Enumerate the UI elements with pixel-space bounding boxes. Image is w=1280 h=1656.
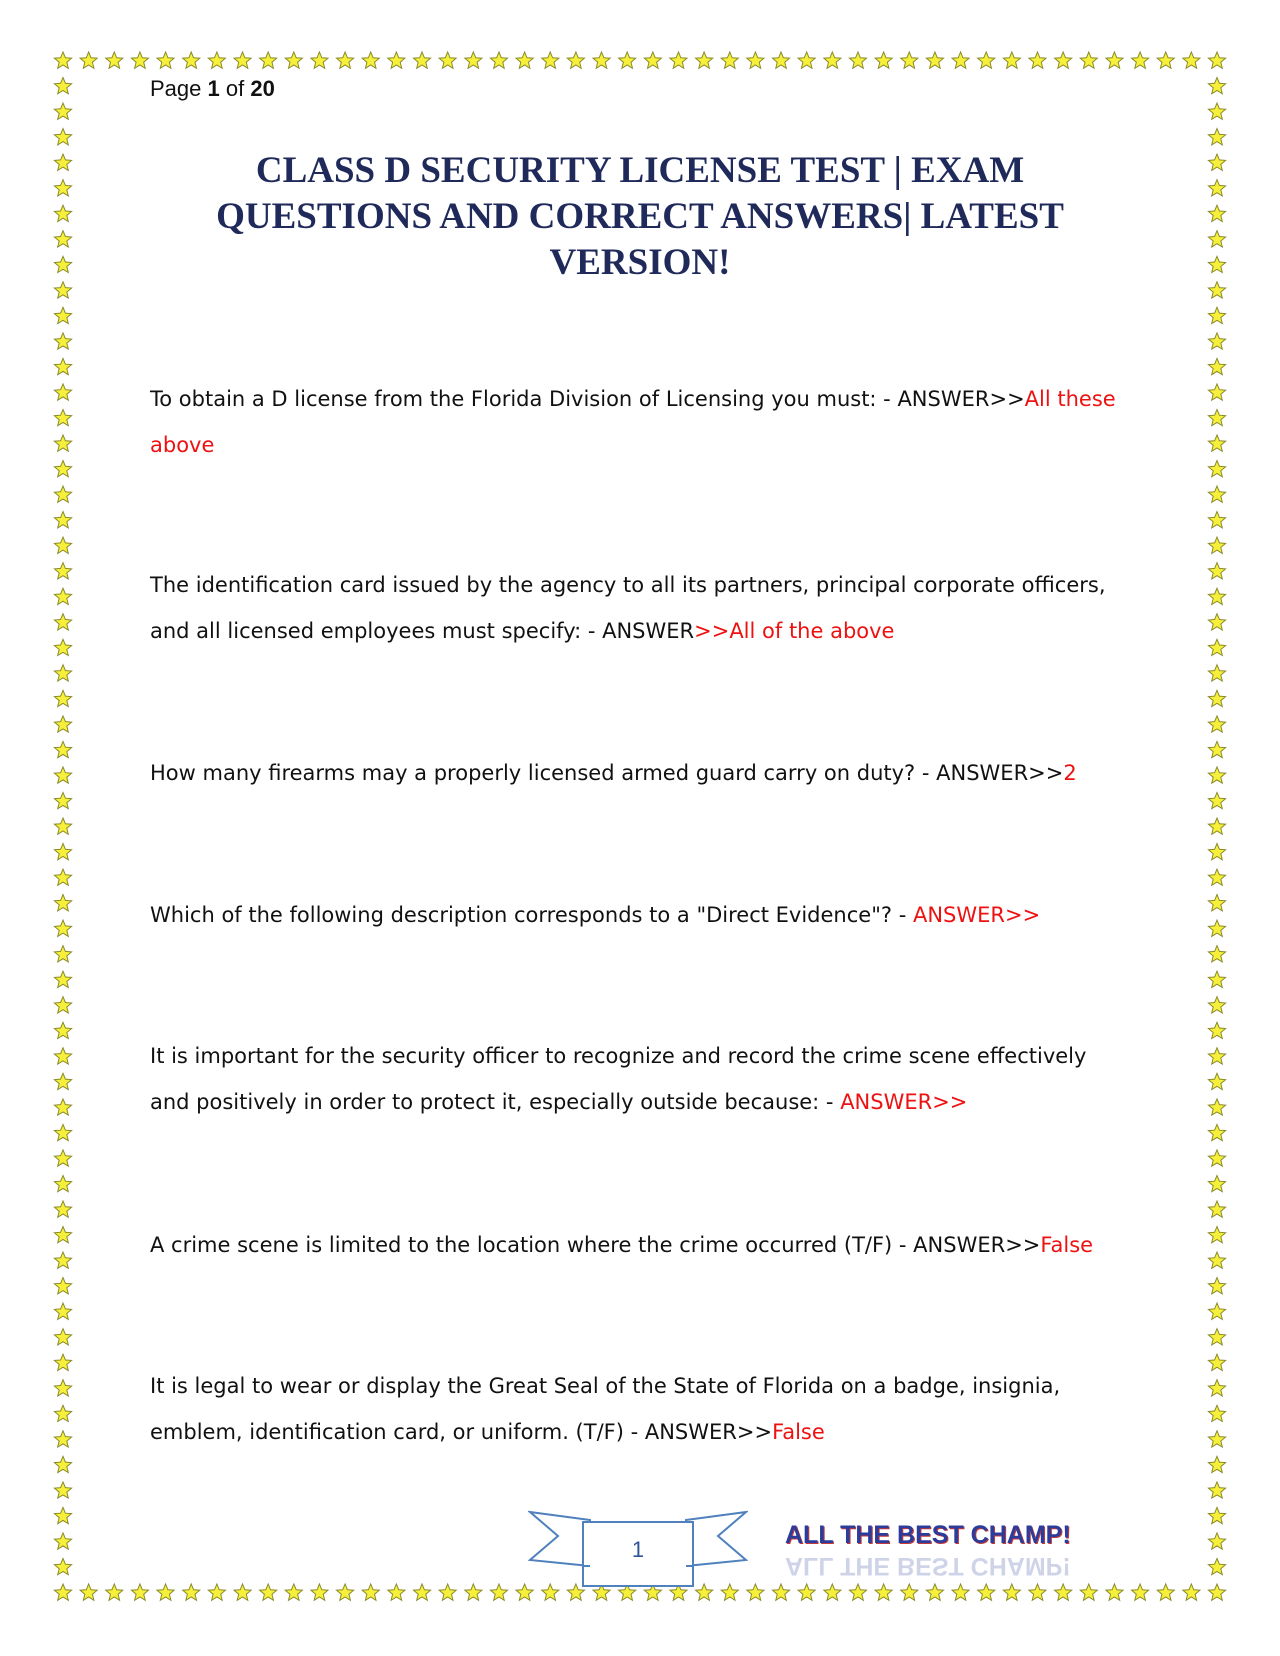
star-icon bbox=[54, 1482, 71, 1498]
star-icon bbox=[54, 563, 71, 579]
star-icon bbox=[1208, 563, 1225, 579]
star-icon bbox=[1208, 282, 1225, 298]
star-icon bbox=[1208, 154, 1225, 170]
star-icon bbox=[54, 1303, 71, 1319]
star-icon bbox=[1208, 103, 1225, 119]
answer-text: ANSWER>> bbox=[912, 903, 1041, 927]
star-icon bbox=[54, 920, 71, 936]
star-icon bbox=[1208, 358, 1225, 374]
star-icon bbox=[157, 1584, 174, 1600]
star-icon bbox=[1208, 205, 1225, 221]
star-icon bbox=[978, 52, 995, 68]
star-icon bbox=[593, 52, 610, 68]
star-icon bbox=[183, 52, 200, 68]
star-icon bbox=[54, 1278, 71, 1294]
star-icon bbox=[1208, 410, 1225, 426]
star-icon bbox=[1208, 1176, 1225, 1192]
star-icon bbox=[1208, 690, 1225, 706]
star-icon bbox=[1208, 793, 1225, 809]
star-icon bbox=[183, 1584, 200, 1600]
star-icon bbox=[1208, 1303, 1225, 1319]
star-icon bbox=[54, 818, 71, 834]
star-icon bbox=[1208, 1022, 1225, 1038]
star-icon bbox=[1208, 537, 1225, 553]
star-icon bbox=[54, 486, 71, 502]
star-icon bbox=[131, 1584, 148, 1600]
star-icon bbox=[80, 52, 97, 68]
star-icon bbox=[54, 1431, 71, 1447]
star-icon bbox=[1208, 1048, 1225, 1064]
star-icon bbox=[721, 52, 738, 68]
question-text: It is legal to wear or display the Great Seal of the State of Florida on a badge, insignia, emblem, identification card, or uniform. (T/F) - ANSWER>> bbox=[150, 1374, 1061, 1444]
star-icon bbox=[131, 52, 148, 68]
star-icon bbox=[1208, 588, 1225, 604]
star-icon bbox=[773, 1584, 790, 1600]
qa-item-3 bbox=[150, 750, 1130, 796]
star-icon bbox=[1208, 512, 1225, 528]
star-icon bbox=[54, 435, 71, 451]
star-icon bbox=[208, 52, 225, 68]
star-icon bbox=[54, 1048, 71, 1064]
star-icon bbox=[1080, 52, 1097, 68]
page-label: Page bbox=[150, 76, 202, 101]
page-indicator bbox=[150, 76, 275, 102]
star-icon bbox=[362, 1584, 379, 1600]
star-icon bbox=[54, 1584, 71, 1600]
star-icon bbox=[644, 52, 661, 68]
star-icon bbox=[849, 1584, 866, 1600]
star-icon bbox=[1208, 384, 1225, 400]
page-of: of bbox=[225, 76, 245, 101]
star-icon bbox=[490, 1584, 507, 1600]
star-icon bbox=[1208, 818, 1225, 834]
star-icon bbox=[54, 461, 71, 477]
star-icon bbox=[54, 1252, 71, 1268]
star-icon bbox=[54, 537, 71, 553]
star-icon bbox=[388, 1584, 405, 1600]
star-icon bbox=[1208, 1099, 1225, 1115]
star-icon bbox=[54, 716, 71, 732]
star-icon bbox=[1183, 1584, 1200, 1600]
star-icon bbox=[388, 52, 405, 68]
qa-item-1 bbox=[150, 376, 1130, 468]
star-icon bbox=[1157, 1584, 1174, 1600]
star-icon bbox=[54, 793, 71, 809]
star-icon bbox=[1106, 1584, 1123, 1600]
star-icon bbox=[285, 1584, 302, 1600]
star-icon bbox=[1208, 1482, 1225, 1498]
star-icon bbox=[1132, 1584, 1149, 1600]
question-text: Which of the following description corresponds to a "Direct Evidence"? - bbox=[150, 903, 913, 927]
star-icon bbox=[1208, 1584, 1225, 1600]
star-icon bbox=[1208, 1252, 1225, 1268]
star-icon bbox=[926, 1584, 943, 1600]
star-icon bbox=[1208, 946, 1225, 962]
question-text: It is important for the security officer to recognize and record the crime scene effectively and positively in order to protect it, especially outside because: - bbox=[150, 1044, 1087, 1114]
star-icon bbox=[439, 52, 456, 68]
star-icon bbox=[1208, 767, 1225, 783]
answer-text: All these above bbox=[150, 387, 1116, 457]
qa-item-4 bbox=[150, 892, 1130, 938]
answer-text: False bbox=[1040, 1233, 1094, 1257]
star-icon bbox=[54, 180, 71, 196]
star-icon bbox=[54, 1150, 71, 1166]
star-icon bbox=[1208, 486, 1225, 502]
star-icon bbox=[465, 52, 482, 68]
page-current: 1 bbox=[207, 76, 220, 101]
star-icon bbox=[1208, 435, 1225, 451]
document-title: CLASS D SECURITY LICENSE TEST | EXAM QUESTIONS AND CORRECT ANSWERS| LATEST VERSION! bbox=[216, 150, 1064, 283]
star-icon bbox=[1003, 1584, 1020, 1600]
star-icon bbox=[54, 154, 71, 170]
star-icon bbox=[54, 1022, 71, 1038]
star-icon bbox=[875, 1584, 892, 1600]
star-icon bbox=[54, 410, 71, 426]
star-icon bbox=[1208, 1278, 1225, 1294]
star-icon bbox=[670, 52, 687, 68]
star-icon bbox=[1132, 52, 1149, 68]
star-icon bbox=[54, 665, 71, 681]
star-icon bbox=[824, 1584, 841, 1600]
answer-text: >>All of the above bbox=[694, 619, 895, 643]
answer-text: 2 bbox=[1063, 761, 1077, 785]
star-icon bbox=[54, 1227, 71, 1243]
footer-page-number: 1 bbox=[631, 1537, 645, 1562]
star-icon bbox=[54, 690, 71, 706]
star-icon bbox=[1208, 231, 1225, 247]
star-icon bbox=[1208, 895, 1225, 911]
qa-item-7 bbox=[150, 1363, 1130, 1455]
star-icon bbox=[54, 78, 71, 94]
star-icon bbox=[1208, 129, 1225, 145]
star-icon bbox=[234, 1584, 251, 1600]
star-icon bbox=[54, 869, 71, 885]
star-icon bbox=[1055, 52, 1072, 68]
star-icon bbox=[465, 1584, 482, 1600]
star-icon bbox=[490, 52, 507, 68]
star-icon bbox=[747, 52, 764, 68]
star-icon bbox=[54, 614, 71, 630]
star-icon bbox=[1208, 1456, 1225, 1472]
star-icon bbox=[54, 1559, 71, 1575]
star-icon bbox=[54, 767, 71, 783]
star-icon bbox=[106, 1584, 123, 1600]
star-icon bbox=[1208, 1380, 1225, 1396]
qa-item-6 bbox=[150, 1222, 1130, 1268]
star-icon bbox=[1208, 1329, 1225, 1345]
star-icon bbox=[1208, 461, 1225, 477]
star-icon bbox=[54, 307, 71, 323]
star-icon bbox=[54, 639, 71, 655]
star-icon bbox=[54, 1329, 71, 1345]
star-icon bbox=[798, 1584, 815, 1600]
star-icon bbox=[80, 1584, 97, 1600]
star-icon bbox=[1208, 716, 1225, 732]
star-icon bbox=[54, 256, 71, 272]
star-icon bbox=[439, 1584, 456, 1600]
star-icon bbox=[1208, 52, 1225, 68]
star-icon bbox=[311, 1584, 328, 1600]
star-icon bbox=[54, 129, 71, 145]
answer-text: ANSWER>> bbox=[840, 1090, 968, 1114]
star-icon bbox=[414, 52, 431, 68]
star-icon bbox=[260, 52, 277, 68]
star-icon bbox=[337, 1584, 354, 1600]
slogan-reflection: ALL THE BEST CHAMP! bbox=[785, 1552, 1071, 1580]
star-icon bbox=[234, 52, 251, 68]
star-icon bbox=[875, 52, 892, 68]
star-icon bbox=[54, 741, 71, 757]
star-icon bbox=[773, 52, 790, 68]
star-icon bbox=[414, 1584, 431, 1600]
star-icon bbox=[54, 971, 71, 987]
star-icon bbox=[362, 52, 379, 68]
star-icon bbox=[1208, 639, 1225, 655]
star-icon bbox=[54, 512, 71, 528]
star-icon bbox=[619, 52, 636, 68]
star-icon bbox=[747, 1584, 764, 1600]
star-icon bbox=[1208, 971, 1225, 987]
star-icon bbox=[1208, 1354, 1225, 1370]
star-icon bbox=[54, 1354, 71, 1370]
question-text: The identification card issued by the agency to all its partners, principal corporate officers, and all licensed employees must specify: - ANSWER bbox=[150, 573, 1106, 643]
star-icon bbox=[54, 205, 71, 221]
question-text: To obtain a D license from the Florida Division of Licensing you must: - ANSWER>> bbox=[150, 387, 1025, 411]
star-icon bbox=[1080, 1584, 1097, 1600]
star-icon bbox=[54, 282, 71, 298]
star-icon bbox=[208, 1584, 225, 1600]
star-icon bbox=[1208, 333, 1225, 349]
star-icon bbox=[106, 52, 123, 68]
star-icon bbox=[1208, 256, 1225, 272]
star-icon bbox=[901, 52, 918, 68]
question-text: How many firearms may a properly licensed armed guard carry on duty? - ANSWER>> bbox=[150, 761, 1064, 785]
star-icon bbox=[1208, 78, 1225, 94]
star-icon bbox=[54, 946, 71, 962]
star-icon bbox=[54, 103, 71, 119]
qa-item-2 bbox=[150, 562, 1130, 654]
page-total: 20 bbox=[250, 76, 275, 101]
star-icon bbox=[157, 52, 174, 68]
star-icon bbox=[54, 895, 71, 911]
star-icon bbox=[54, 333, 71, 349]
star-icon bbox=[516, 52, 533, 68]
star-icon bbox=[798, 52, 815, 68]
star-icon bbox=[1208, 665, 1225, 681]
star-icon bbox=[54, 1201, 71, 1217]
star-icon bbox=[1208, 1150, 1225, 1166]
star-icon bbox=[849, 52, 866, 68]
star-icon bbox=[1208, 844, 1225, 860]
star-icon bbox=[54, 1380, 71, 1396]
slogan: ALL THE BEST CHAMP! bbox=[785, 1521, 1071, 1549]
star-icon bbox=[1208, 1533, 1225, 1549]
star-icon bbox=[1029, 52, 1046, 68]
star-icon bbox=[1208, 997, 1225, 1013]
star-icon bbox=[1208, 1405, 1225, 1421]
question-text: A crime scene is limited to the location where the crime occurred (T/F) - ANSWER>> bbox=[150, 1233, 1041, 1257]
star-icon bbox=[901, 1584, 918, 1600]
star-icon bbox=[1029, 1584, 1046, 1600]
star-icon bbox=[260, 1584, 277, 1600]
star-icon bbox=[54, 1405, 71, 1421]
star-icon bbox=[1106, 52, 1123, 68]
star-icon bbox=[54, 997, 71, 1013]
star-icon bbox=[54, 844, 71, 860]
star-icon bbox=[1208, 741, 1225, 757]
qa-item-5 bbox=[150, 1033, 1130, 1125]
star-icon bbox=[54, 1073, 71, 1089]
star-icon bbox=[952, 1584, 969, 1600]
star-icon bbox=[337, 52, 354, 68]
star-icon bbox=[311, 52, 328, 68]
star-icon bbox=[54, 1124, 71, 1140]
star-icon bbox=[54, 1099, 71, 1115]
star-icon bbox=[1208, 614, 1225, 630]
star-icon bbox=[54, 384, 71, 400]
star-icon bbox=[824, 52, 841, 68]
star-icon bbox=[1208, 307, 1225, 323]
star-icon bbox=[1208, 1201, 1225, 1217]
star-icon bbox=[1208, 1431, 1225, 1447]
star-icon bbox=[1208, 920, 1225, 936]
star-icon bbox=[1208, 1073, 1225, 1089]
star-icon bbox=[978, 1584, 995, 1600]
star-icon bbox=[696, 52, 713, 68]
star-icon bbox=[54, 231, 71, 247]
star-icon bbox=[1003, 52, 1020, 68]
star-icon bbox=[54, 1507, 71, 1523]
star-icon bbox=[1208, 180, 1225, 196]
star-icon bbox=[1157, 52, 1174, 68]
star-icon bbox=[567, 52, 584, 68]
star-icon bbox=[1208, 1507, 1225, 1523]
star-icon bbox=[926, 52, 943, 68]
star-icon bbox=[285, 52, 302, 68]
star-icon bbox=[54, 1176, 71, 1192]
answer-text: False bbox=[772, 1420, 825, 1444]
star-icon bbox=[54, 52, 71, 68]
star-icon bbox=[1208, 1227, 1225, 1243]
star-icon bbox=[1055, 1584, 1072, 1600]
star-icon bbox=[54, 1456, 71, 1472]
star-icon bbox=[54, 588, 71, 604]
star-icon bbox=[1208, 869, 1225, 885]
star-icon bbox=[1183, 52, 1200, 68]
star-icon bbox=[542, 52, 559, 68]
star-icon bbox=[1208, 1124, 1225, 1140]
star-icon bbox=[54, 358, 71, 374]
star-icon bbox=[54, 1533, 71, 1549]
star-icon bbox=[952, 52, 969, 68]
star-icon bbox=[1208, 1559, 1225, 1575]
